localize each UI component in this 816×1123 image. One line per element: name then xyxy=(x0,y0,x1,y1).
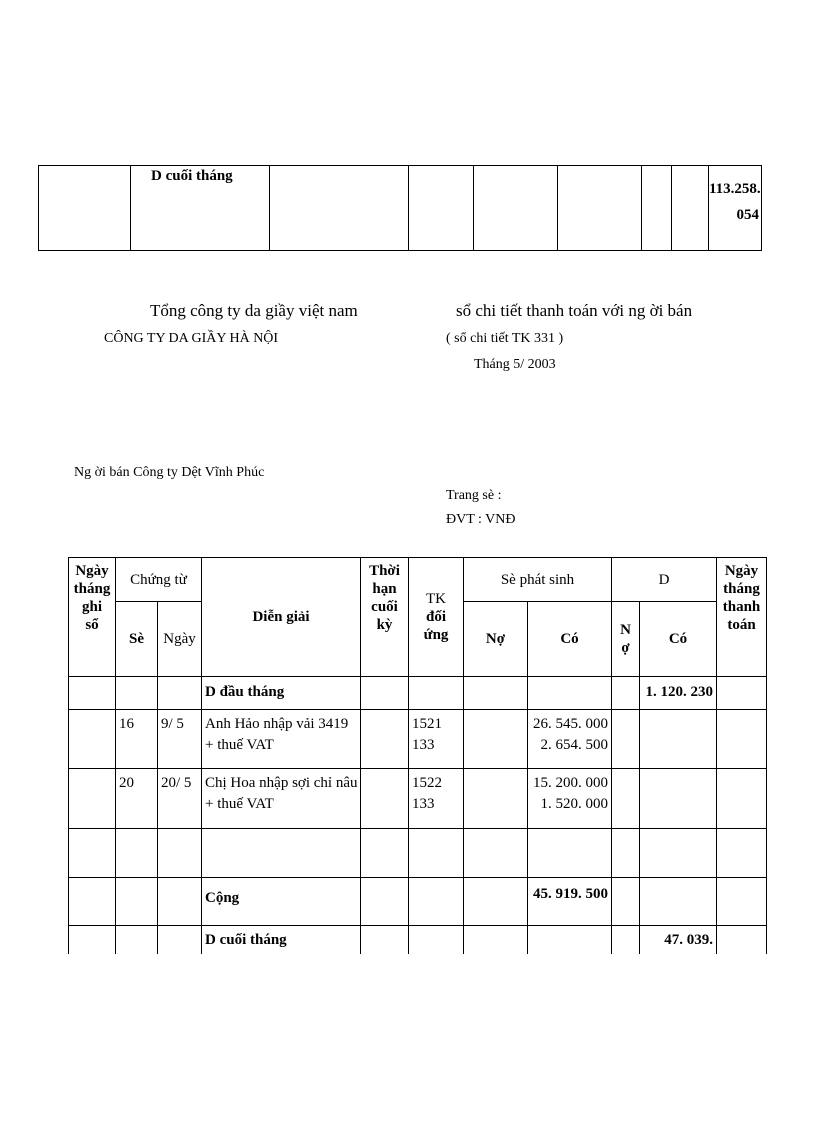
corp-name: Tổng công ty da giầy việt nam xyxy=(150,301,358,320)
header-line: thanh xyxy=(722,599,761,615)
header-balance-debit xyxy=(612,602,640,677)
cell xyxy=(612,926,640,954)
cell xyxy=(672,166,709,251)
cell xyxy=(464,677,528,710)
cell xyxy=(640,878,717,926)
credit xyxy=(528,710,612,769)
cell xyxy=(464,878,528,926)
header-line: ghi xyxy=(81,599,102,615)
credit-line: 26. 545. 000 xyxy=(533,716,608,732)
closing-label: D cuối tháng xyxy=(131,166,270,251)
header-arising: Sè phát sinh xyxy=(464,558,612,602)
opening-row xyxy=(69,677,767,710)
empty-row xyxy=(69,829,767,878)
header-debit: Nợ xyxy=(464,602,528,677)
header-line: ợ xyxy=(621,640,630,656)
cell xyxy=(158,677,202,710)
header-voucher-date: Ngày xyxy=(158,602,202,677)
table-row xyxy=(69,710,767,769)
closing-label: D cuối tháng xyxy=(202,926,361,954)
credit-line: 2. 654. 500 xyxy=(540,737,608,753)
header-line: TK xyxy=(426,591,446,607)
header-account xyxy=(409,558,464,677)
cell xyxy=(69,710,116,769)
account xyxy=(409,710,464,769)
header-term xyxy=(361,558,409,677)
cell xyxy=(39,166,131,251)
closing-row xyxy=(69,926,767,954)
balance-line-1: 113.258. xyxy=(709,181,761,197)
cell xyxy=(361,829,409,878)
cell xyxy=(464,769,528,829)
header-line: cuối xyxy=(371,599,398,615)
account-line: 133 xyxy=(412,737,435,753)
total-row xyxy=(69,878,767,926)
cell xyxy=(640,769,717,829)
header-line: tháng xyxy=(723,581,760,597)
page-number: Trang sè : xyxy=(446,488,502,503)
balance-line-2: 054 xyxy=(736,207,759,223)
cell xyxy=(612,829,640,878)
cell xyxy=(409,829,464,878)
header-balance: D xyxy=(612,558,717,602)
cell xyxy=(717,878,767,926)
cell xyxy=(717,926,767,954)
header-description: Diễn giải xyxy=(202,558,361,677)
voucher-date: 20/ 5 xyxy=(158,769,202,829)
cell xyxy=(69,829,116,878)
cell xyxy=(464,710,528,769)
cell xyxy=(361,710,409,769)
cell xyxy=(116,878,158,926)
cell xyxy=(361,926,409,954)
header-record-date xyxy=(69,558,116,677)
account xyxy=(409,769,464,829)
header-line: hạn xyxy=(372,581,397,597)
opening-balance: 1. 120. 230 xyxy=(640,677,717,710)
header-line: N xyxy=(620,622,631,638)
cell xyxy=(612,710,640,769)
cell xyxy=(528,926,612,954)
account-line: 1522 xyxy=(412,775,442,791)
currency-unit: ĐVT : VNĐ xyxy=(446,512,516,527)
header-credit: Có xyxy=(528,602,612,677)
header-line: sổ xyxy=(85,617,99,633)
cell xyxy=(717,829,767,878)
cell xyxy=(558,166,642,251)
total-credit: 45. 919. 500 xyxy=(528,878,612,926)
cell xyxy=(158,829,202,878)
header-line: đối xyxy=(425,609,446,625)
header-balance-credit: Có xyxy=(640,602,717,677)
header-line: kỳ xyxy=(376,617,393,633)
cell xyxy=(464,926,528,954)
description xyxy=(202,710,361,769)
page-title: sổ chi tiết thanh toán với ng ời bán xyxy=(456,301,693,320)
cell xyxy=(69,677,116,710)
cell xyxy=(409,878,464,926)
header-voucher: Chứng từ xyxy=(116,558,202,602)
cell xyxy=(361,878,409,926)
description-line: + thuế VAT xyxy=(205,737,274,753)
cell xyxy=(640,710,717,769)
company-name: CÔNG TY DA GIẦY HÀ NỘI xyxy=(104,331,279,346)
header-line: tháng xyxy=(73,581,111,597)
cell xyxy=(116,829,158,878)
header-line: toán xyxy=(727,617,756,633)
cell xyxy=(69,926,116,954)
opening-label: D đầu tháng xyxy=(202,677,361,710)
cell xyxy=(717,769,767,829)
description xyxy=(202,769,361,829)
voucher-no: 20 xyxy=(116,769,158,829)
cell xyxy=(528,677,612,710)
header-voucher-no: Sè xyxy=(116,602,158,677)
cell xyxy=(409,677,464,710)
header-line: Ngày xyxy=(724,563,759,579)
voucher-date: 9/ 5 xyxy=(158,710,202,769)
header-line: ứng xyxy=(423,627,449,643)
cell xyxy=(464,829,528,878)
cell xyxy=(528,829,612,878)
cell xyxy=(116,926,158,954)
cell xyxy=(409,926,464,954)
cell xyxy=(474,166,558,251)
cell xyxy=(69,769,116,829)
credit-line: 15. 200. 000 xyxy=(533,775,608,791)
account-line: 1521 xyxy=(412,716,442,732)
description-line: + thuế VAT xyxy=(205,796,274,812)
ledger-table xyxy=(68,557,767,954)
cell xyxy=(612,769,640,829)
cell xyxy=(361,769,409,829)
account-line: 133 xyxy=(412,796,435,812)
credit-line: 1. 520. 000 xyxy=(540,796,608,812)
cell xyxy=(116,677,158,710)
table-row xyxy=(69,769,767,829)
cell xyxy=(158,926,202,954)
cell xyxy=(717,710,767,769)
cell xyxy=(361,677,409,710)
cell xyxy=(270,166,409,251)
cell xyxy=(69,878,116,926)
seller-name: Ng ời bán Công ty Dệt Vĩnh Phúc xyxy=(74,465,265,480)
header-pay-date xyxy=(717,558,767,677)
description-line: Chị Hoa nhập sợi chỉ nâu xyxy=(205,775,358,791)
closing-balance xyxy=(709,166,762,251)
cell xyxy=(642,166,672,251)
cell xyxy=(612,677,640,710)
cell xyxy=(612,878,640,926)
header-line: Thời xyxy=(369,563,400,579)
cell xyxy=(158,878,202,926)
credit xyxy=(528,769,612,829)
cell xyxy=(202,829,361,878)
cell xyxy=(409,166,474,251)
cell xyxy=(640,829,717,878)
period-month: Tháng 5/ 2003 xyxy=(474,357,556,372)
header-line: Ngày xyxy=(75,563,109,579)
voucher-no: 16 xyxy=(116,710,158,769)
closing-balance: 47. 039. xyxy=(640,926,717,954)
description-line: Anh Hảo nhập vải 3419 xyxy=(205,716,349,732)
cell xyxy=(717,677,767,710)
page-subtitle: ( sổ chi tiết TK 331 ) xyxy=(446,331,564,346)
top-balance-table xyxy=(38,165,762,251)
total-label: Cộng xyxy=(202,878,361,926)
